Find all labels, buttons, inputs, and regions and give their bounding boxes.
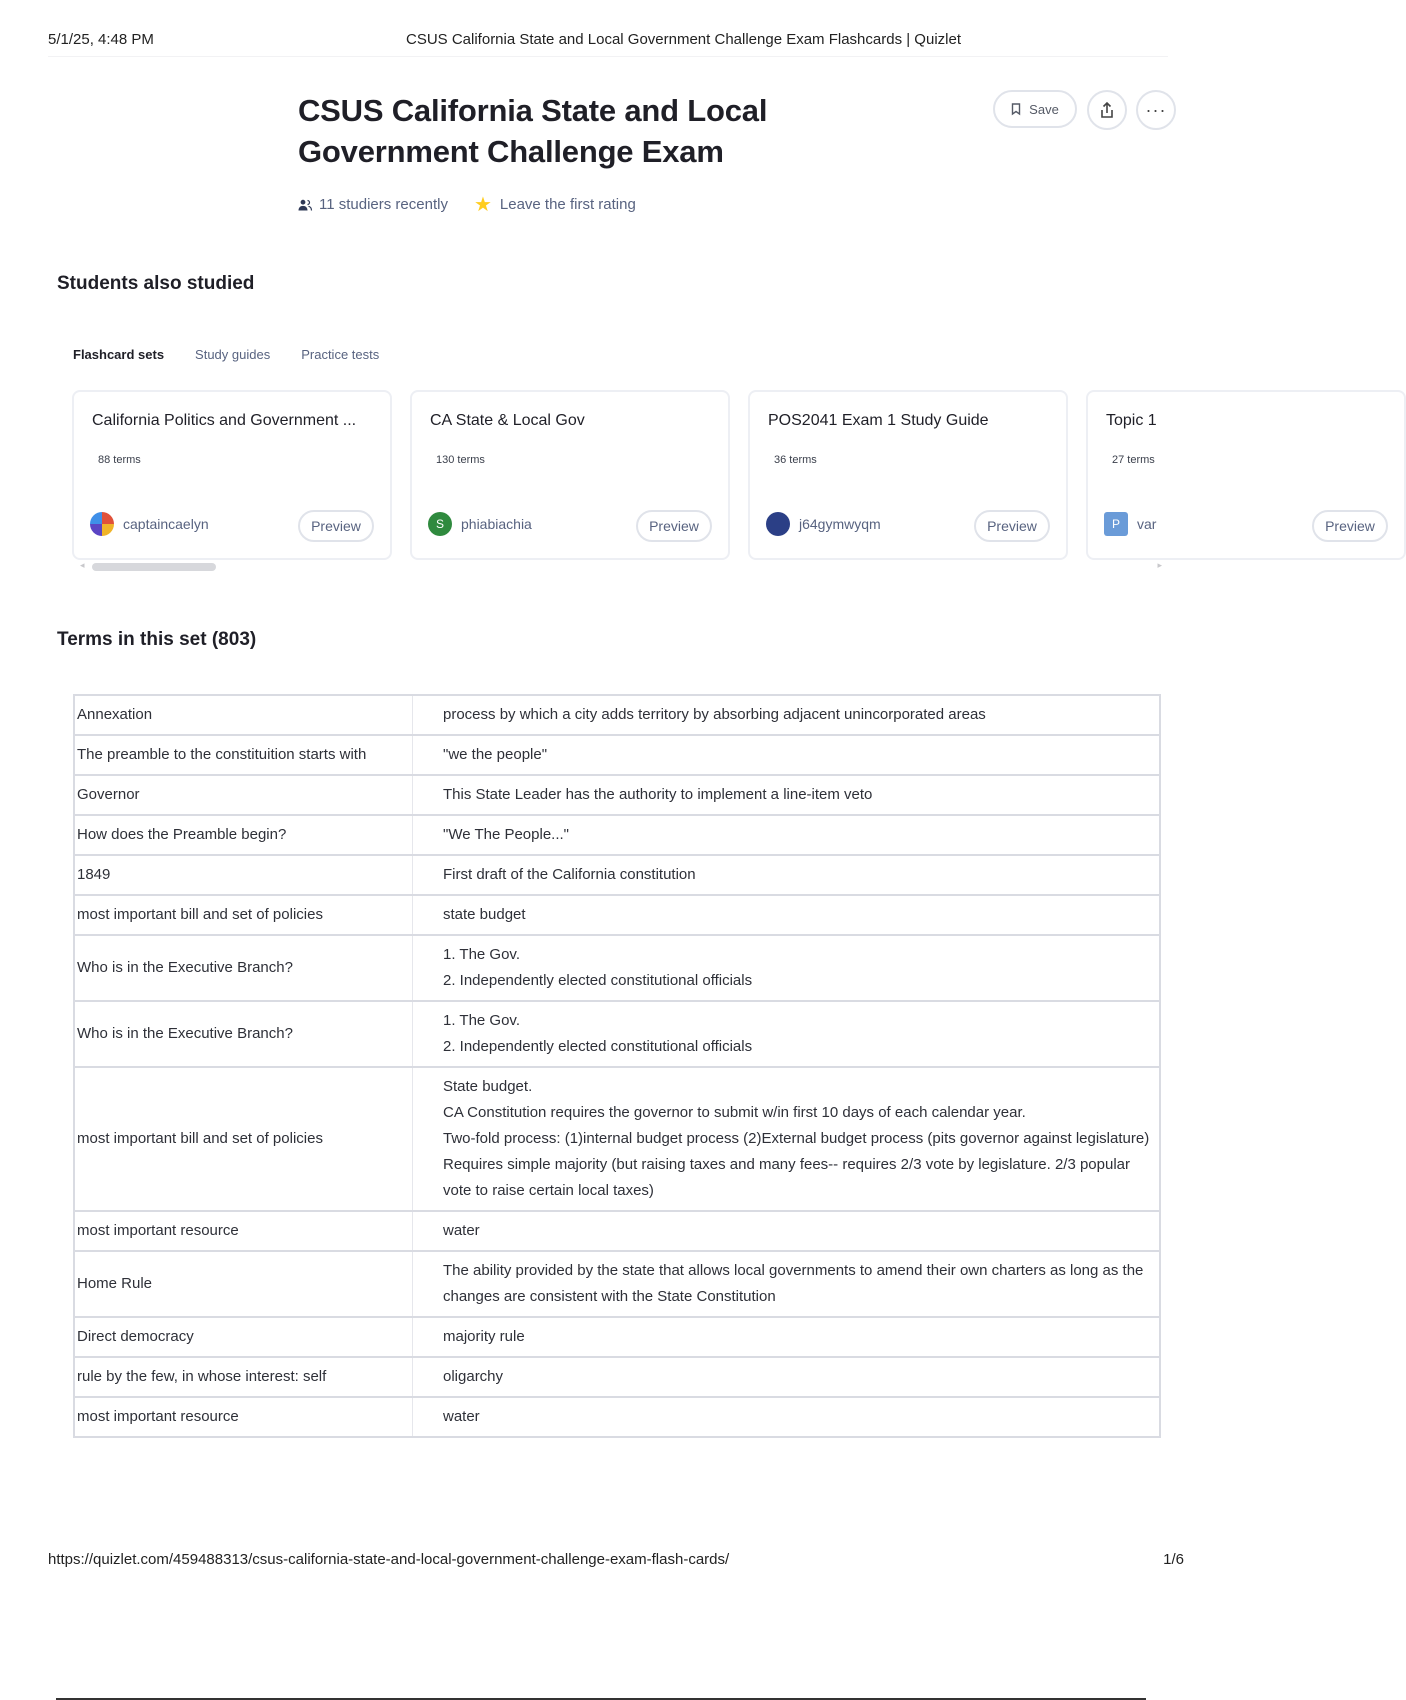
print-date: 5/1/25, 4:48 PM bbox=[48, 31, 154, 48]
card-title: Topic 1 bbox=[1106, 412, 1157, 429]
tab-study-guides[interactable]: Study guides bbox=[195, 347, 271, 362]
card-title: POS2041 Exam 1 Study Guide bbox=[768, 412, 989, 429]
rating-link[interactable]: Leave the first rating bbox=[499, 196, 636, 213]
table-row bbox=[74, 815, 1160, 855]
save-button[interactable] bbox=[993, 90, 1077, 128]
study-set-card[interactable] bbox=[1086, 390, 1406, 560]
avatar bbox=[766, 512, 790, 536]
definition-cell: water bbox=[413, 1397, 1161, 1437]
definition-cell: First draft of the California constitution bbox=[413, 855, 1161, 895]
term-cell: Annexation bbox=[74, 695, 413, 735]
card-term-count: 130 terms bbox=[436, 454, 485, 466]
study-set-card[interactable] bbox=[410, 390, 730, 560]
table-row bbox=[74, 735, 1160, 775]
term-cell: How does the Preamble begin? bbox=[74, 815, 413, 855]
definition-cell: State budget. CA Constitution requires the governor to submit w/in first 10 days of each calendar year. Two-fold process: (1)internal budget process (2)External budget process (pits governor against legislature) Requires simple majority (but raising taxes and many fees-- requires 2/3 vote by legislature. 2/3 popular vote to raise certain local taxes) bbox=[413, 1067, 1161, 1211]
definition-cell: process by which a city adds territory by absorbing adjacent unincorporated areas bbox=[413, 695, 1161, 735]
terms-table bbox=[73, 694, 1161, 1438]
term-cell: most important bill and set of policies bbox=[74, 1067, 413, 1211]
definition-cell: 1. The Gov. 2. Independently elected constitutional officials bbox=[413, 935, 1161, 1001]
set-meta bbox=[298, 192, 636, 217]
print-doc-title: CSUS California State and Local Government Challenge Exam Flashcards | Quizlet bbox=[406, 31, 961, 48]
term-cell: most important resource bbox=[74, 1397, 413, 1437]
table-row bbox=[74, 1317, 1160, 1357]
scroll-left-icon[interactable]: ◂ bbox=[80, 560, 85, 570]
avatar: S bbox=[428, 512, 452, 536]
definition-cell: majority rule bbox=[413, 1317, 1161, 1357]
carousel-scrollbar[interactable] bbox=[80, 560, 1162, 571]
share-button[interactable] bbox=[1087, 90, 1127, 130]
definition-cell: "We The People..." bbox=[413, 815, 1161, 855]
preview-button[interactable]: Preview bbox=[298, 510, 374, 542]
share-icon bbox=[1099, 101, 1115, 119]
avatar: P bbox=[1104, 512, 1128, 536]
card-username[interactable]: phiabiachia bbox=[461, 516, 532, 532]
term-cell: Home Rule bbox=[74, 1251, 413, 1317]
preview-button[interactable]: Preview bbox=[974, 510, 1050, 542]
table-row bbox=[74, 1001, 1160, 1067]
table-row bbox=[74, 895, 1160, 935]
term-cell: Governor bbox=[74, 775, 413, 815]
students-also-studied-heading: Students also studied bbox=[57, 273, 255, 294]
definition-cell: This State Leader has the authority to implement a line-item veto bbox=[413, 775, 1161, 815]
print-header bbox=[48, 28, 1168, 50]
bookmark-icon bbox=[1011, 103, 1021, 115]
term-cell: Who is in the Executive Branch? bbox=[74, 1001, 413, 1067]
table-row bbox=[74, 1251, 1160, 1317]
card-term-count: 27 terms bbox=[1112, 454, 1155, 466]
card-term-count: 36 terms bbox=[774, 454, 817, 466]
people-icon bbox=[298, 199, 312, 211]
study-tabs bbox=[73, 347, 379, 362]
scroll-right-icon[interactable]: ▸ bbox=[1157, 560, 1162, 570]
term-cell: most important bill and set of policies bbox=[74, 895, 413, 935]
tab-flashcard-sets[interactable]: Flashcard sets bbox=[73, 347, 165, 362]
star-icon: ★ bbox=[473, 194, 492, 216]
preview-button[interactable]: Preview bbox=[636, 510, 712, 542]
term-cell: rule by the few, in whose interest: self bbox=[74, 1357, 413, 1397]
definition-cell: water bbox=[413, 1211, 1161, 1251]
definition-cell: oligarchy bbox=[413, 1357, 1161, 1397]
studiers-count: 11 studiers recently bbox=[319, 196, 448, 213]
table-row bbox=[74, 695, 1160, 735]
page-number: 1/6 bbox=[1163, 1551, 1184, 1568]
term-cell: Who is in the Executive Branch? bbox=[74, 935, 413, 1001]
table-row bbox=[74, 1397, 1160, 1437]
card-username[interactable]: j64gymwyqm bbox=[799, 516, 881, 532]
study-set-card[interactable] bbox=[72, 390, 392, 560]
term-cell: most important resource bbox=[74, 1211, 413, 1251]
card-term-count: 88 terms bbox=[98, 454, 141, 466]
more-icon: ··· bbox=[1145, 99, 1167, 120]
definition-cell: "we the people" bbox=[413, 735, 1161, 775]
term-cell: The preamble to the constituition starts with bbox=[74, 735, 413, 775]
more-options-button[interactable] bbox=[1136, 90, 1176, 130]
study-set-card[interactable] bbox=[748, 390, 1068, 560]
avatar bbox=[90, 512, 114, 536]
table-row bbox=[74, 775, 1160, 815]
definition-cell: The ability provided by the state that allows local governments to amend their own charters as long as the changes are consistent with the State Constitution bbox=[413, 1251, 1161, 1317]
table-row bbox=[74, 1067, 1160, 1211]
table-row bbox=[74, 935, 1160, 1001]
term-cell: Direct democracy bbox=[74, 1317, 413, 1357]
also-studied-carousel bbox=[72, 390, 1375, 570]
page-title: CSUS California State and Local Government Challenge Exam bbox=[298, 93, 768, 169]
card-username[interactable]: var bbox=[1137, 516, 1157, 532]
print-url: https://quizlet.com/459488313/csus-california-state-and-local-government-challenge-exam-flash-cards/ bbox=[48, 1551, 730, 1568]
card-title: California Politics and Government ... bbox=[92, 412, 357, 429]
studiers-stat bbox=[298, 196, 448, 213]
tab-practice-tests[interactable]: Practice tests bbox=[301, 347, 380, 362]
scrollbar-thumb[interactable] bbox=[92, 563, 216, 571]
save-label: Save bbox=[1029, 101, 1059, 117]
preview-button[interactable]: Preview bbox=[1312, 510, 1388, 542]
card-username[interactable]: captaincaelyn bbox=[123, 516, 209, 532]
terms-heading: Terms in this set (803) bbox=[57, 629, 257, 650]
table-row bbox=[74, 1211, 1160, 1251]
table-row bbox=[74, 855, 1160, 895]
definition-cell: 1. The Gov. 2. Independently elected constitutional officials bbox=[413, 1001, 1161, 1067]
divider bbox=[48, 56, 1168, 57]
table-row bbox=[74, 1357, 1160, 1397]
card-title: CA State & Local Gov bbox=[430, 412, 585, 429]
term-cell: 1849 bbox=[74, 855, 413, 895]
definition-cell: state budget bbox=[413, 895, 1161, 935]
